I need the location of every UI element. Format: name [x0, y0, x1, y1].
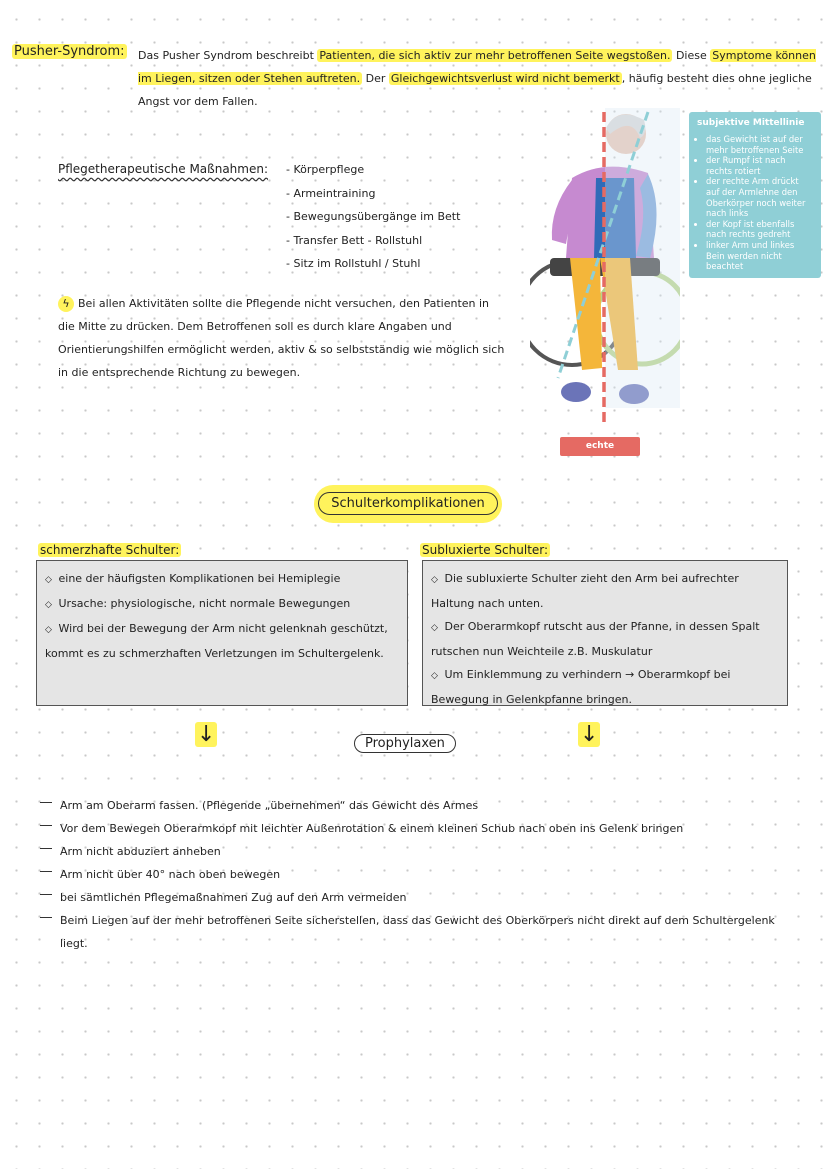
diamond-bullet-icon: ◇ [431, 623, 438, 633]
subjective-midline-box [689, 112, 821, 278]
wheelchair-patient-illustration [530, 108, 680, 426]
list-item [45, 567, 399, 592]
list-item: • das Gewicht ist auf der mehr betroffenen Seite [706, 134, 813, 155]
list-item: • linker Arm und linkes Bein werden nicht beachtet [706, 240, 813, 272]
affected-side-overlay [605, 108, 680, 408]
list-item: • der rechte Arm drückt auf der Armlehne den Oberkörper noch weiter nach links [706, 176, 813, 218]
list-item: • der Kopf ist ebenfalls nach rechts gedreht [706, 219, 813, 240]
list-item: - Transfer Bett - Rollstuhl [286, 233, 423, 247]
diamond-bullet-icon: ◇ [45, 625, 52, 635]
subjective-midline-title: subjektive Mittellinie [697, 118, 805, 128]
arrow-down-icon: ↓ [197, 722, 216, 747]
list-item [45, 617, 399, 665]
description-text: Diese [672, 49, 711, 62]
list-item: Arm am Oberarm fassen. (Pflegende „übernehmen“ das Gewicht des Armes [40, 794, 800, 817]
pusher-syndrome-description [138, 44, 818, 113]
prophylaxis-title: Prophylaxen [354, 734, 456, 753]
list-item-text: Die subluxierte Schulter zieht den Arm bei aufrechter Haltung nach unten. [431, 572, 739, 610]
list-item: Beim Liegen auf der mehr betroffenen Seite sicherstellen, dass das Gewicht des Oberkörpers nicht direkt auf dem Schultergelenk liegt. [40, 909, 800, 955]
list-item: - Körperpflege [286, 163, 365, 176]
shoulder-complications-label: Schulterkomplikationen [318, 492, 498, 515]
painful-shoulder-title: schmerzhafte Schulter: [40, 543, 180, 557]
diamond-bullet-icon: ◇ [431, 671, 438, 681]
subjective-midline-list [697, 134, 813, 272]
list-item: bei sämtlichen Pflegemaßnahmen Zug auf den Arm vermeiden [40, 886, 800, 909]
diamond-bullet-icon: ◇ [45, 600, 52, 610]
description-text: Das Pusher Syndrom beschreibt [138, 49, 318, 62]
list-item [431, 567, 779, 615]
prophylaxis-list [40, 794, 800, 955]
list-item [431, 615, 779, 663]
list-item: - Bewegungsübergänge im Bett [286, 210, 461, 223]
diamond-bullet-icon: ◇ [45, 575, 52, 585]
list-item-text: Um Einklemmung zu verhindern → Oberarmkopf bei Bewegung in Gelenkpfanne bringen. [431, 668, 731, 706]
list-item: - Armeintraining [286, 186, 376, 200]
list-item: • der Rumpf ist nach rechts rotiert [706, 155, 813, 176]
description-text: Der [362, 72, 389, 85]
list-item [45, 592, 399, 617]
list-item-text: Ursache: physiologische, nicht normale Bewegungen [58, 597, 351, 610]
care-measures-list [286, 158, 460, 276]
list-item [431, 663, 779, 711]
highlighted-text: Gleichgewichtsverlust wird nicht bemerkt [390, 72, 620, 85]
shoulder-complications-title [314, 485, 502, 523]
care-note [58, 292, 508, 384]
care-note-text: Bei allen Aktivitäten sollte die Pflegende nicht versuchen, den Patienten in die Mitte zu drücken. Dem Betroffenen soll es durch klare Angaben und Orientierungshilfen ermöglicht werden, aktiv & so selbstständig wie möglich sich in die entsprechende Richtung zu bewegen. [58, 297, 505, 379]
list-item: Vor dem Bewegen Oberarmkopf mit leichter Außenrotation & einem kleinen Schub nach oben ins Gelenk bringen [40, 817, 800, 840]
list-item-text: eine der häufigsten Komplikationen bei Hemiplegie [58, 572, 341, 585]
description-text: , häufig besteht dies ohne jegliche Angst vor dem Fallen. [138, 72, 812, 108]
patient-left-foot [561, 382, 591, 402]
patient-left-leg [570, 258, 602, 370]
pusher-syndrome-title: Pusher-Syndrom: [14, 44, 125, 59]
list-item-text: Der Oberarmkopf rutscht aus der Pfanne, in dessen Spalt rutschen nun Weichteile z.B. Muskulatur [431, 620, 760, 658]
list-item: - Sitz im Rollstuhl / Stuhl [286, 257, 421, 270]
highlighted-text: Patienten, die sich aktiv zur mehr betroffenen Seite wegstoßen. [319, 49, 671, 62]
subluxed-shoulder-title: Subluxierte Schulter: [422, 543, 549, 557]
true-midline-label: echte Mittellinie [560, 437, 640, 456]
highlighted-text: Symptome können im Liegen, sitzen oder Stehen auftreten. [138, 49, 816, 85]
arrow-down-icon: ↓ [580, 722, 599, 747]
list-item: Arm nicht über 40° nach oben bewegen [40, 863, 800, 886]
list-item: Arm nicht abduziert anheben [40, 840, 800, 863]
subluxed-shoulder-box [422, 560, 788, 706]
painful-shoulder-box [36, 560, 408, 706]
care-measures-title: Pflegetherapeutische Maßnahmen: [58, 162, 269, 176]
lightning-icon: ϟ [58, 296, 74, 312]
list-item-text: Wird bei der Bewegung der Arm nicht gelenknah geschützt, kommt es zu schmerzhaften Verletzungen im Schultergelenk. [45, 622, 388, 660]
diamond-bullet-icon: ◇ [431, 575, 438, 585]
